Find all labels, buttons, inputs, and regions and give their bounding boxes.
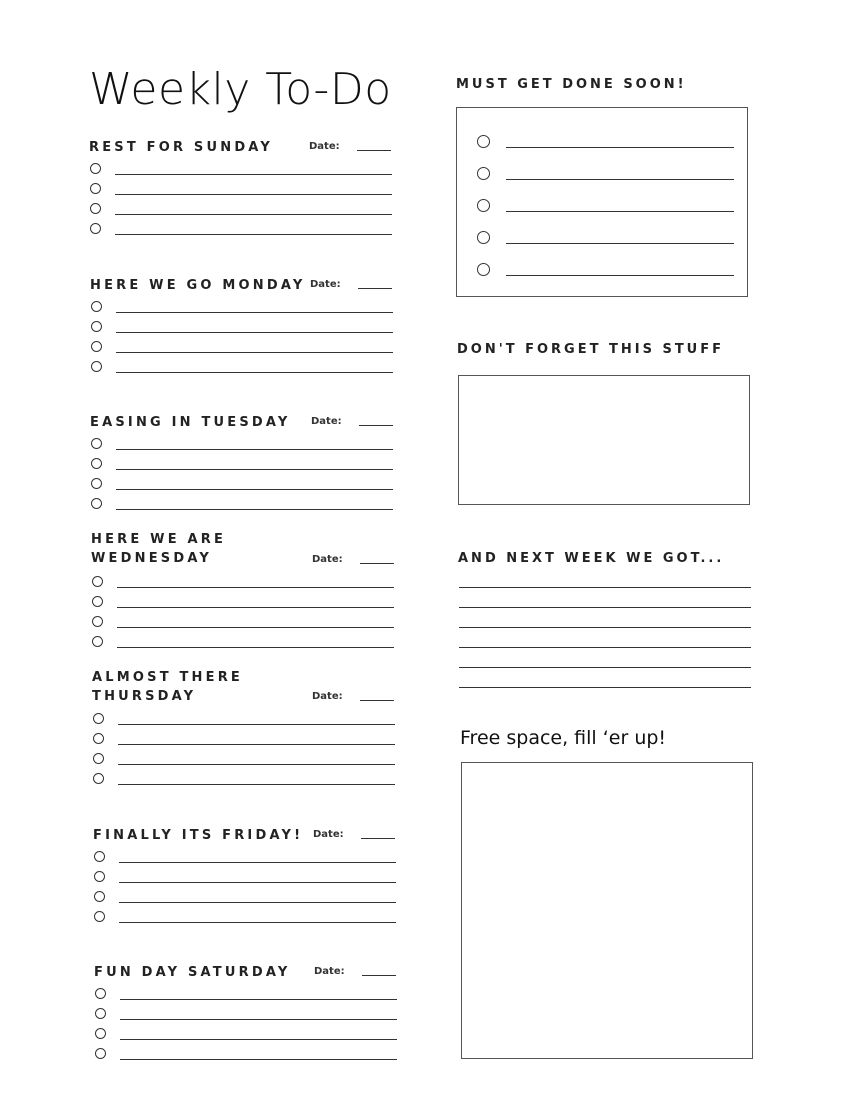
note-line[interactable] <box>459 647 751 648</box>
todo-line[interactable] <box>117 587 394 588</box>
day-section-tuesday <box>90 413 291 432</box>
checkbox[interactable] <box>92 616 103 627</box>
day-heading-line-2: THURSDAY <box>92 689 197 704</box>
todo-line[interactable] <box>506 179 734 180</box>
checkbox[interactable] <box>95 1048 106 1059</box>
checkbox[interactable] <box>94 851 105 862</box>
checkbox[interactable] <box>477 135 490 148</box>
checkbox[interactable] <box>92 576 103 587</box>
day-section-monday <box>90 276 305 295</box>
checkbox[interactable] <box>477 263 490 276</box>
todo-line[interactable] <box>119 902 396 903</box>
checkbox[interactable] <box>90 223 101 234</box>
date-field-tuesday[interactable] <box>359 425 393 426</box>
day-heading-line-1: ALMOST THERE <box>92 670 244 685</box>
checkbox[interactable] <box>91 321 102 332</box>
day-section-friday <box>93 826 303 845</box>
day-heading: EASING IN TUESDAY <box>90 415 291 430</box>
todo-line[interactable] <box>115 214 392 215</box>
date-label: Date: <box>311 416 342 427</box>
todo-line[interactable] <box>120 1039 397 1040</box>
checkbox[interactable] <box>90 183 101 194</box>
todo-line[interactable] <box>120 999 397 1000</box>
todo-line[interactable] <box>115 234 392 235</box>
todo-line[interactable] <box>506 147 734 148</box>
day-section-sunday <box>89 138 273 157</box>
todo-line[interactable] <box>118 744 395 745</box>
checkbox[interactable] <box>93 733 104 744</box>
todo-line[interactable] <box>506 211 734 212</box>
todo-line[interactable] <box>119 862 396 863</box>
checkbox[interactable] <box>91 438 102 449</box>
date-label: Date: <box>312 554 343 565</box>
checkbox[interactable] <box>91 301 102 312</box>
checkbox[interactable] <box>477 167 490 180</box>
date-field-wednesday[interactable] <box>360 563 394 564</box>
day-heading: FINALLY ITS FRIDAY! <box>93 828 304 843</box>
day-section-wednesday <box>91 530 226 568</box>
todo-line[interactable] <box>116 489 393 490</box>
todo-line[interactable] <box>117 627 394 628</box>
todo-line[interactable] <box>118 724 395 725</box>
day-heading-line-2: WEDNESDAY <box>91 551 212 566</box>
date-label: Date: <box>313 829 344 840</box>
day-section-thursday <box>92 668 243 706</box>
date-label: Date: <box>310 279 341 290</box>
date-field-friday[interactable] <box>361 838 395 839</box>
todo-line[interactable] <box>120 1019 397 1020</box>
checkbox[interactable] <box>477 231 490 244</box>
checkbox[interactable] <box>91 341 102 352</box>
todo-line[interactable] <box>117 607 394 608</box>
todo-line[interactable] <box>506 243 734 244</box>
checkbox[interactable] <box>95 988 106 999</box>
checkbox[interactable] <box>91 478 102 489</box>
todo-line[interactable] <box>506 275 734 276</box>
free-space-box[interactable] <box>461 762 753 1059</box>
date-label: Date: <box>314 966 345 977</box>
free-space-heading: Free space, fill ‘er up! <box>460 727 667 749</box>
day-heading: HERE WE GO MONDAY <box>90 278 306 293</box>
next-week-heading: AND NEXT WEEK WE GOT... <box>458 551 725 566</box>
todo-line[interactable] <box>116 372 393 373</box>
todo-line[interactable] <box>116 332 393 333</box>
todo-line[interactable] <box>119 882 396 883</box>
todo-line[interactable] <box>118 764 395 765</box>
todo-line[interactable] <box>116 352 393 353</box>
todo-line[interactable] <box>119 922 396 923</box>
checkbox[interactable] <box>93 753 104 764</box>
must-get-done-box <box>456 107 748 297</box>
page-title: Weekly To-Do <box>89 64 392 115</box>
note-line[interactable] <box>459 627 751 628</box>
todo-line[interactable] <box>118 784 395 785</box>
date-field-sunday[interactable] <box>357 150 391 151</box>
todo-line[interactable] <box>116 312 393 313</box>
checkbox[interactable] <box>477 199 490 212</box>
todo-line[interactable] <box>115 194 392 195</box>
date-label: Date: <box>309 141 340 152</box>
note-line[interactable] <box>459 607 751 608</box>
checkbox[interactable] <box>92 636 103 647</box>
note-line[interactable] <box>459 687 751 688</box>
todo-line[interactable] <box>120 1059 397 1060</box>
day-heading: REST FOR SUNDAY <box>89 140 273 155</box>
checkbox[interactable] <box>90 203 101 214</box>
note-line[interactable] <box>459 667 751 668</box>
checkbox[interactable] <box>94 911 105 922</box>
checkbox[interactable] <box>92 596 103 607</box>
note-line[interactable] <box>459 587 751 588</box>
todo-line[interactable] <box>115 174 392 175</box>
checkbox[interactable] <box>95 1028 106 1039</box>
todo-line[interactable] <box>116 449 393 450</box>
date-label: Date: <box>312 691 343 702</box>
checkbox[interactable] <box>91 498 102 509</box>
checkbox[interactable] <box>94 871 105 882</box>
checkbox[interactable] <box>95 1008 106 1019</box>
must-get-done-heading: MUST GET DONE SOON! <box>456 77 687 92</box>
date-field-monday[interactable] <box>358 288 392 289</box>
date-field-saturday[interactable] <box>362 975 396 976</box>
todo-line[interactable] <box>116 509 393 510</box>
date-field-thursday[interactable] <box>360 700 394 701</box>
checkbox[interactable] <box>94 891 105 902</box>
day-section-saturday <box>94 963 290 982</box>
day-heading: FUN DAY SATURDAY <box>94 965 291 980</box>
checkbox[interactable] <box>91 361 102 372</box>
dont-forget-box[interactable] <box>458 375 750 505</box>
checkbox[interactable] <box>91 458 102 469</box>
checkbox[interactable] <box>93 713 104 724</box>
checkbox[interactable] <box>90 163 101 174</box>
dont-forget-heading: DON'T FORGET THIS STUFF <box>457 342 725 357</box>
todo-line[interactable] <box>116 469 393 470</box>
day-heading-line-1: HERE WE ARE <box>91 532 227 547</box>
checkbox[interactable] <box>93 773 104 784</box>
todo-line[interactable] <box>117 647 394 648</box>
